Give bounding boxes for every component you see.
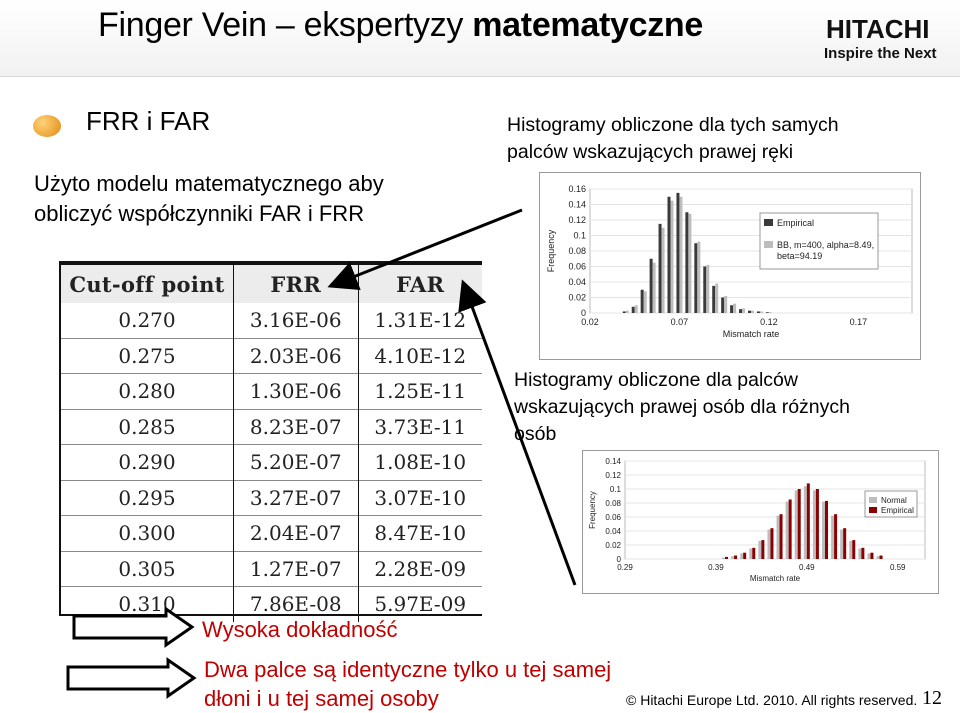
caption2-line2: wskazujących prawej osób dla różnych	[514, 396, 850, 418]
table-cell: 4.10E-12	[358, 338, 482, 374]
table-cell: 0.280	[61, 374, 234, 410]
y-tick-label: 0.06	[605, 513, 621, 522]
legend-label: Normal	[881, 496, 907, 505]
table-cell: 1.31E-12	[358, 303, 482, 338]
table-cell: 8.23E-07	[234, 409, 358, 445]
legend-label: Empirical	[777, 218, 815, 228]
x-tick-label: 0.02	[581, 317, 599, 327]
y-tick-label: 0	[616, 555, 621, 564]
x-tick-label: 0.29	[617, 563, 633, 572]
caption1-line2: palców wskazujących prawej ręki	[507, 141, 794, 163]
table-cell: 1.08E-10	[358, 445, 482, 481]
legend-label: beta=94.19	[777, 251, 823, 261]
outline-arrow-icon	[68, 660, 194, 696]
table-cell: 5.20E-07	[234, 445, 358, 481]
x-tick-label: 0.12	[760, 317, 778, 327]
x-axis-label: Mismatch rate	[722, 329, 780, 339]
table-cell: 8.47E-10	[358, 516, 482, 552]
arrow-to-far	[464, 285, 575, 585]
table-cell: 3.07E-10	[358, 480, 482, 516]
table-cell: 1.27E-07	[234, 551, 358, 587]
table-cell: 0.305	[61, 551, 234, 587]
logo-name: HITACHI	[826, 14, 930, 44]
table-cell: 2.28E-09	[358, 551, 482, 587]
page-number: 12	[922, 687, 942, 709]
table-cell: 0.290	[61, 445, 234, 481]
conclusion-line2: dłoni i u tej samej osoby	[204, 686, 439, 711]
legend-label: Empirical	[881, 506, 914, 515]
column-header: FAR	[358, 265, 482, 303]
accuracy-text: Wysoka dokładność	[202, 617, 398, 642]
table-cell: 0.275	[61, 338, 234, 374]
y-tick-label: 0.08	[605, 499, 621, 508]
y-tick-label: 0.04	[568, 277, 586, 287]
table-cell: 3.27E-07	[234, 480, 358, 516]
x-tick-label: 0.39	[708, 563, 724, 572]
copyright: © Hitachi Europe Ltd. 2010. All rights reserved.	[626, 692, 918, 708]
y-tick-label: 0.1	[609, 485, 621, 494]
table-cell: 2.04E-07	[234, 516, 358, 552]
column-header: FRR	[234, 265, 358, 303]
table-cell: 7.86E-08	[234, 587, 358, 622]
table-cell: 0.270	[118, 308, 176, 333]
y-tick-label: 0.16	[568, 184, 586, 194]
table-cell: 3.16E-06	[234, 303, 358, 338]
table-cell: 0.295	[61, 480, 234, 516]
table-cell: 1.25E-11	[358, 374, 482, 410]
caption2-line1: Histogramy obliczone dla palców	[514, 369, 798, 391]
title-regular: Finger Vein – ekspertyzy	[98, 6, 473, 44]
x-tick-label: 0.17	[849, 317, 868, 327]
table-cell: 0.300	[61, 516, 234, 552]
x-tick-label: 0.49	[799, 563, 815, 572]
arrow-to-frr	[333, 210, 522, 285]
table-cell: 2.03E-06	[234, 338, 358, 374]
y-tick-label: 0.02	[605, 541, 621, 550]
table-cell: 5.97E-09	[358, 587, 482, 622]
table-cell: 3.73E-11	[358, 409, 482, 445]
y-tick-label: 0.08	[568, 246, 586, 256]
table-cell: 1.30E-06	[234, 374, 358, 410]
x-tick-label: 0.07	[670, 317, 689, 327]
caption1-line1: Histogramy obliczone dla tych samych	[507, 114, 839, 136]
y-tick-label: 0.02	[568, 292, 586, 303]
column-header: Cut-off point	[61, 265, 234, 303]
title-bold: matematyczne	[472, 6, 703, 44]
y-tick-label: 0	[580, 308, 586, 318]
intro-text-line2: obliczyć współczynniki FAR i FRR	[34, 201, 365, 226]
table-cell: 0.310	[61, 587, 234, 622]
logo-tagline: Inspire the Next	[824, 45, 937, 62]
section-heading: FRR i FAR	[86, 106, 211, 136]
y-tick-label: 0.12	[568, 215, 586, 225]
legend-label: BB, m=400, alpha=8.49,	[777, 240, 875, 250]
y-tick-label: 0.1	[573, 230, 586, 241]
y-tick-label: 0.14	[605, 457, 621, 466]
y-axis-label: Frequency	[588, 491, 597, 529]
table-cell: 0.285	[61, 409, 234, 445]
x-tick-label: 0.59	[889, 563, 906, 572]
y-axis-label: Frequency	[546, 229, 556, 273]
x-axis-label: Mismatch rate	[749, 574, 801, 583]
outline-arrows	[66, 607, 206, 707]
y-tick-label: 0.04	[605, 527, 621, 536]
y-tick-label: 0.06	[568, 261, 586, 272]
y-tick-label: 0.14	[568, 199, 586, 210]
y-tick-label: 0.12	[605, 471, 621, 480]
intro-text-line1: Użyto modelu matematycznego aby	[34, 171, 384, 196]
outline-arrow-icon	[74, 609, 192, 645]
caption2-line3: osób	[514, 423, 557, 445]
conclusion-line1: Dwa palce są identyczne tylko u tej samej	[204, 657, 612, 682]
